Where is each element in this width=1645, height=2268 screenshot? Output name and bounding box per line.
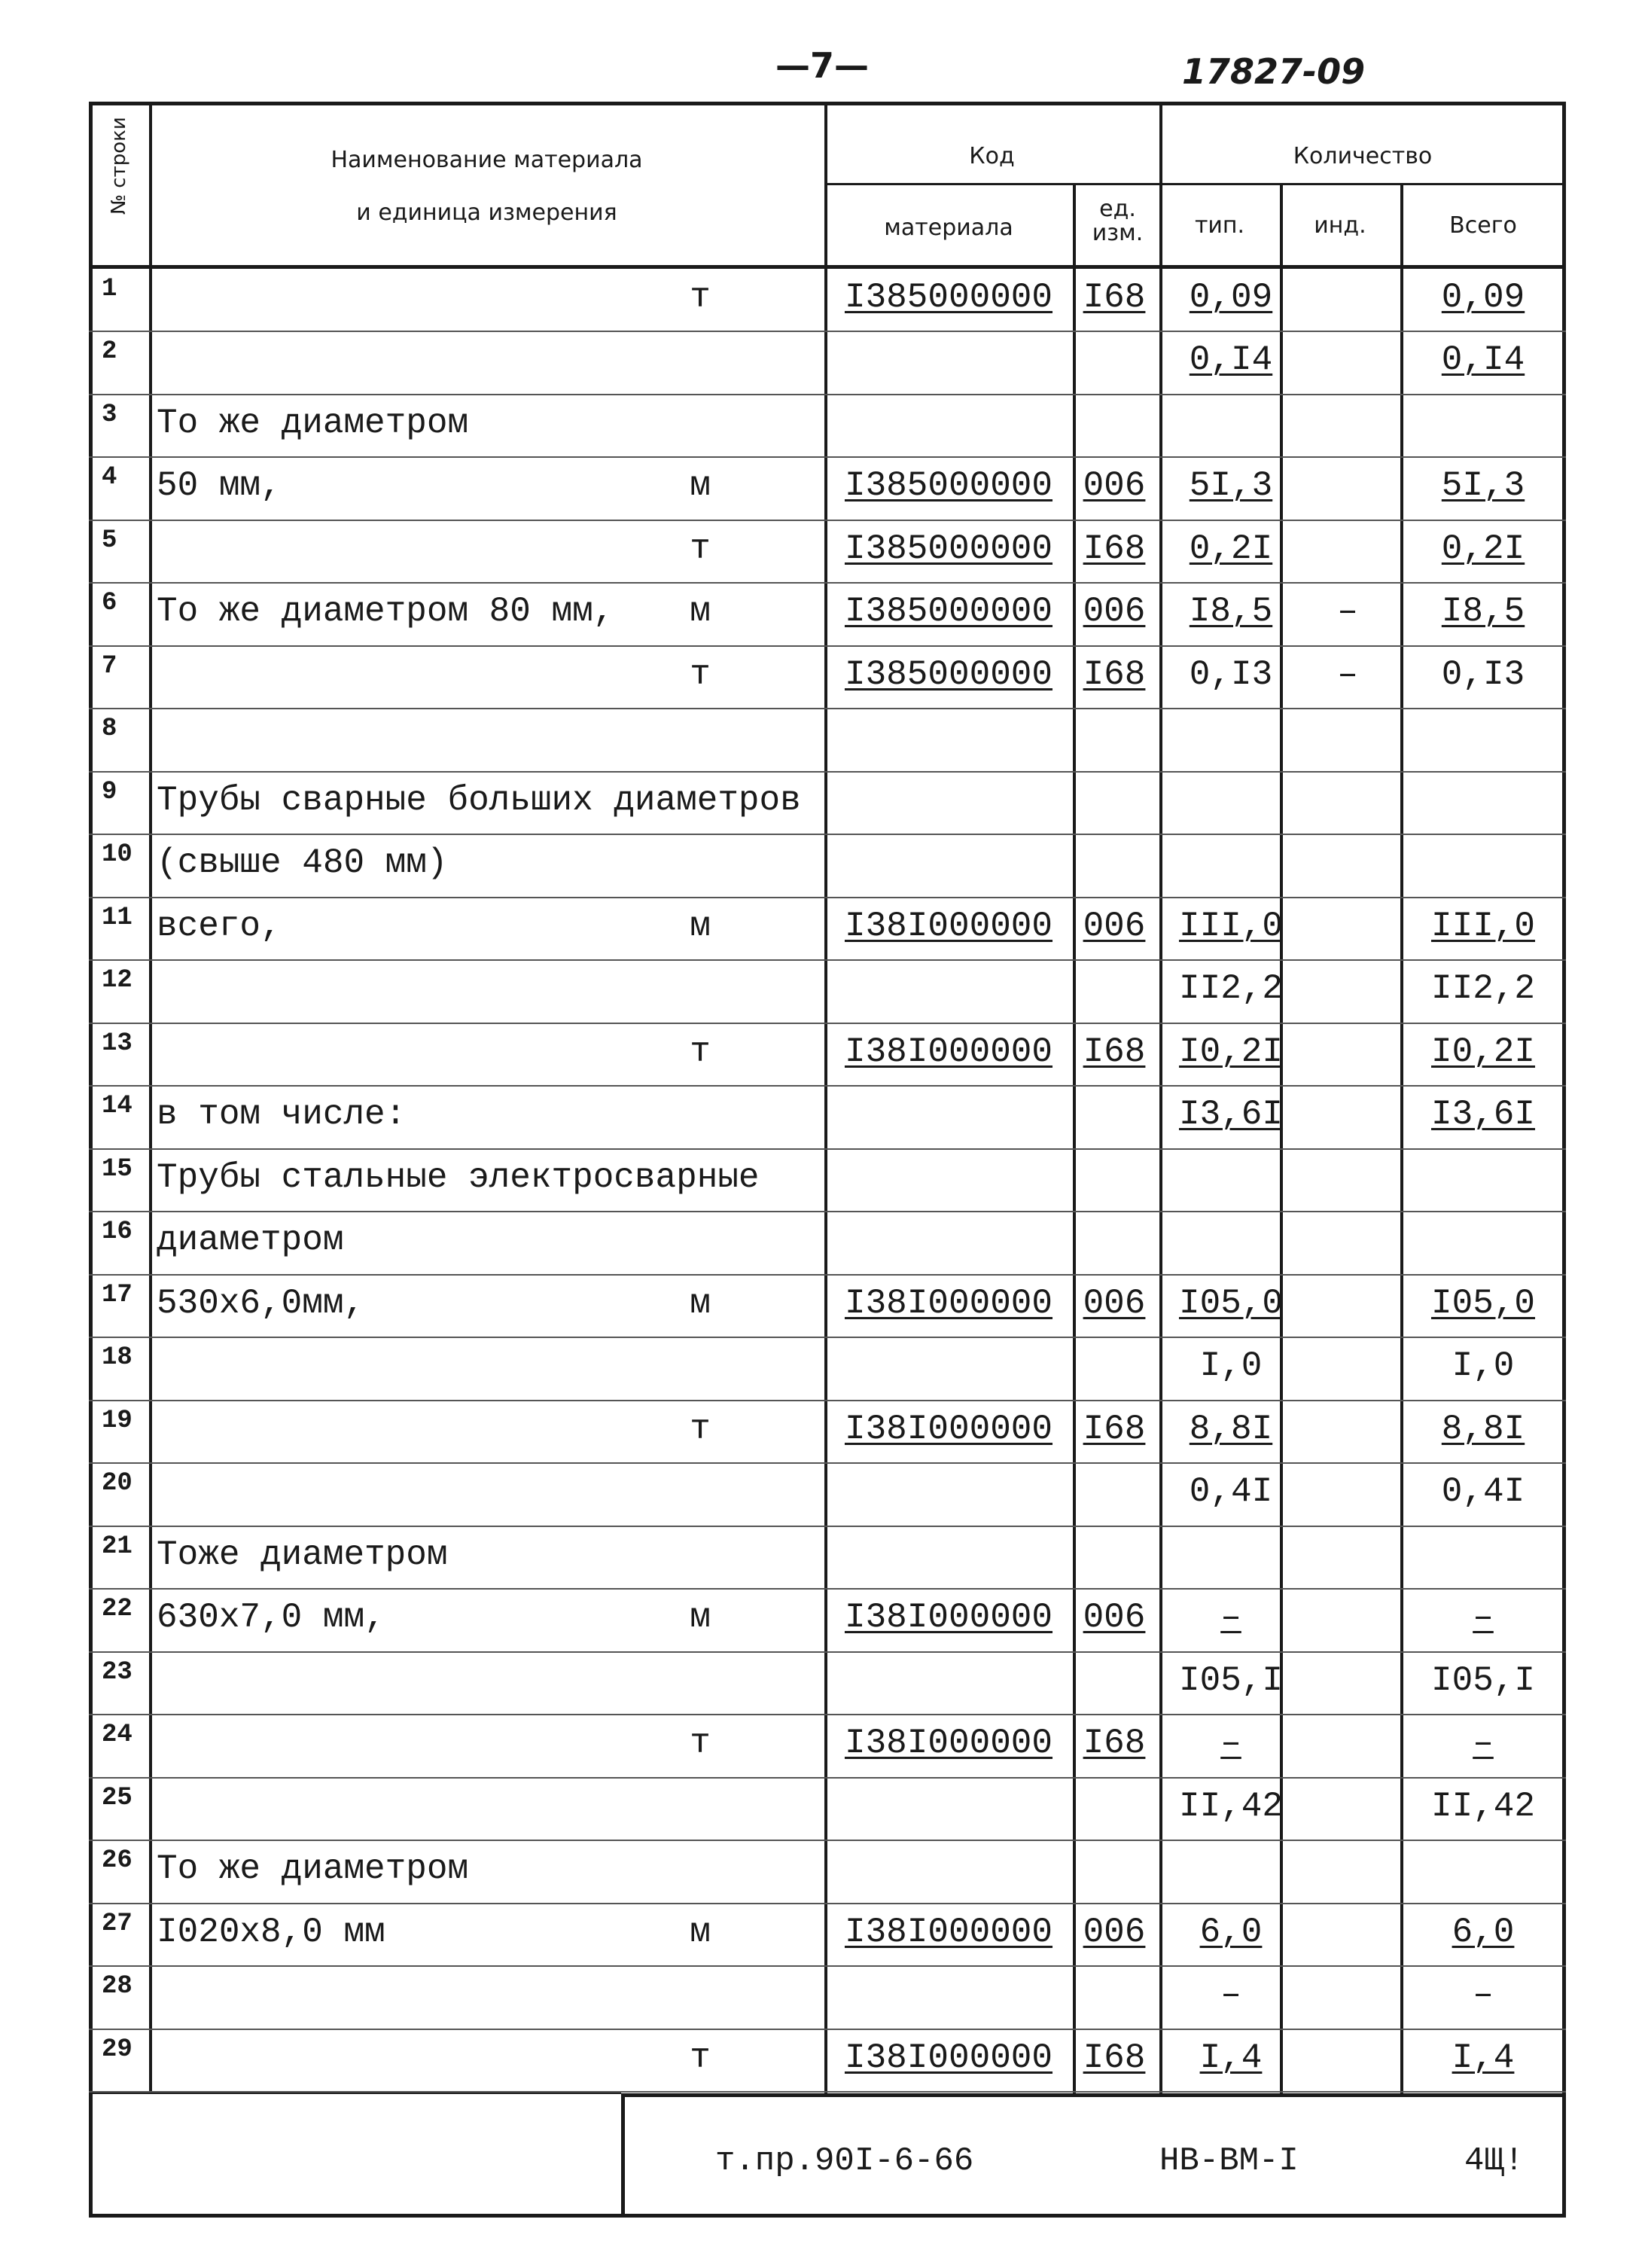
row-separator — [89, 1337, 1566, 1338]
material-code: I385000000 — [844, 529, 1053, 569]
header-qty-typ: тип. — [1194, 212, 1245, 239]
qty-total: 6,0 — [1452, 1912, 1515, 1952]
row-number: 29 — [102, 2035, 133, 2064]
row-number: 15 — [102, 1154, 133, 1184]
qty-total: 8,8I — [1441, 1409, 1525, 1449]
qty-total: I8,5 — [1441, 592, 1525, 632]
qty-typical: I,4 — [1199, 2038, 1263, 2077]
qty-typical: 0,09 — [1189, 278, 1273, 317]
row-separator — [89, 897, 1566, 898]
row-separator — [89, 1400, 1566, 1401]
material-code: I38I000000 — [844, 1912, 1053, 1952]
material-name: (свыше 480 мм) — [157, 843, 448, 883]
row-separator — [89, 771, 1566, 773]
material-code: I38I000000 — [844, 1598, 1053, 1638]
material-code: I385000000 — [844, 466, 1053, 506]
unit-code: 006 — [1083, 906, 1146, 946]
qty-typical: – — [1220, 1975, 1241, 2015]
row-separator — [89, 1651, 1566, 1653]
row-separator — [89, 2029, 1566, 2030]
qty-typical: 6,0 — [1199, 1912, 1263, 1952]
row-separator — [89, 1965, 1566, 1967]
unit-code: 006 — [1083, 466, 1146, 506]
qty-total: – — [1473, 1724, 1494, 1763]
header-qty-ind: инд. — [1314, 212, 1366, 239]
unit-code: I68 — [1083, 529, 1146, 569]
row-number: 10 — [102, 840, 133, 870]
row-number: 1 — [102, 275, 117, 303]
row-separator — [89, 959, 1566, 961]
row-separator — [89, 394, 1566, 395]
header-name-line2: и единица измерения — [356, 200, 617, 226]
row-number: 5 — [102, 526, 117, 555]
row-number: 20 — [102, 1469, 133, 1498]
row-number: 9 — [102, 777, 117, 806]
document-code: 17827-09 — [1182, 51, 1366, 92]
row-number: 27 — [102, 1909, 133, 1938]
page-number: —7— — [775, 45, 870, 86]
row-number: 3 — [102, 400, 117, 429]
row-separator — [89, 1462, 1566, 1464]
material-code: I38I000000 — [844, 1032, 1053, 1072]
material-code: I38I000000 — [844, 906, 1053, 946]
material-name: Тоже диаметром — [157, 1535, 448, 1574]
unit-label: м — [690, 466, 711, 506]
qty-total: II,42 — [1430, 1786, 1536, 1826]
material-name: То же диаметром — [157, 1849, 469, 1889]
material-name: То же диаметром — [157, 403, 469, 443]
row-separator — [89, 1588, 1566, 1590]
project-number: т.пр.90I-6-66 — [715, 2142, 974, 2180]
row-number: 11 — [102, 903, 133, 932]
row-separator — [89, 708, 1566, 709]
unit-code: I68 — [1083, 2038, 1146, 2077]
qty-typical: II2,2 — [1178, 969, 1284, 1009]
qty-total: I05,0 — [1430, 1283, 1536, 1323]
qty-total: I,0 — [1452, 1346, 1515, 1386]
row-number: 17 — [102, 1280, 133, 1309]
material-name: диаметром — [157, 1221, 344, 1261]
unit-label: м — [690, 1912, 711, 1952]
row-number: 12 — [102, 966, 133, 995]
unit-label: т — [690, 1409, 711, 1449]
unit-label: м — [690, 1283, 711, 1323]
qty-typical: I05,I — [1178, 1660, 1284, 1700]
qty-typical: 0,2I — [1189, 529, 1273, 569]
qty-typical: 0,4I — [1189, 1472, 1273, 1512]
qty-typical: 8,8I — [1189, 1409, 1273, 1449]
header-code: Код — [969, 143, 1015, 169]
unit-code: I68 — [1083, 1409, 1146, 1449]
material-code: I385000000 — [844, 654, 1053, 694]
material-code: I38I000000 — [844, 1724, 1053, 1763]
qty-typical: III,0 — [1178, 906, 1284, 946]
grid-line — [1073, 184, 1076, 2093]
qty-typical: I0,2I — [1178, 1032, 1284, 1072]
row-number: 26 — [102, 1846, 133, 1876]
material-name: I020х8,0 мм — [157, 1912, 385, 1952]
qty-typical: I05,0 — [1178, 1283, 1284, 1323]
qty-typical: I3,6I — [1178, 1095, 1284, 1135]
qty-total: – — [1473, 1598, 1494, 1638]
sheet-code: НВ-ВМ-I — [1159, 2142, 1299, 2180]
row-number: 14 — [102, 1092, 133, 1121]
row-number: 18 — [102, 1343, 133, 1373]
unit-code: I68 — [1083, 1724, 1146, 1763]
unit-label: т — [690, 1032, 711, 1072]
row-separator — [89, 1526, 1566, 1527]
row-number: 2 — [102, 337, 117, 367]
row-separator — [89, 2091, 1566, 2093]
grid-line — [1159, 102, 1162, 2093]
qty-total: I0,2I — [1430, 1032, 1536, 1072]
row-separator — [89, 1903, 1566, 1904]
header-code-material: материала — [884, 215, 1013, 241]
qty-typical: I,0 — [1199, 1346, 1263, 1386]
qty-typical: – — [1220, 1598, 1241, 1638]
unit-label: м — [690, 592, 711, 632]
header-qty-total: Всего — [1449, 212, 1517, 239]
header-row-number: № строки — [108, 117, 130, 215]
qty-typical: 5I,3 — [1189, 466, 1273, 506]
row-separator — [89, 1274, 1566, 1276]
row-separator — [89, 1211, 1566, 1212]
row-number: 22 — [102, 1595, 133, 1624]
material-code: I38I000000 — [844, 1409, 1053, 1449]
material-code: I385000000 — [844, 278, 1053, 317]
qty-total: 0,I4 — [1441, 340, 1525, 380]
qty-total: II2,2 — [1430, 969, 1536, 1009]
unit-label: т — [690, 1724, 711, 1763]
header-quantity: Количество — [1293, 143, 1433, 169]
row-separator — [89, 1714, 1566, 1715]
unit-code: I68 — [1083, 278, 1146, 317]
qty-total: 5I,3 — [1441, 466, 1525, 506]
qty-total: III,0 — [1430, 906, 1536, 946]
grid-line — [149, 102, 152, 2093]
qty-typical: – — [1220, 1724, 1241, 1763]
qty-typical: II,42 — [1178, 1786, 1284, 1826]
unit-label: м — [690, 906, 711, 946]
unit-label: т — [690, 654, 711, 694]
qty-individual: – — [1337, 592, 1358, 632]
unit-code: 006 — [1083, 1912, 1146, 1952]
qty-total: – — [1473, 1975, 1494, 2015]
material-name: Трубы стальные электросварные — [157, 1157, 760, 1197]
grid-line — [824, 102, 827, 2093]
row-separator — [89, 1023, 1566, 1024]
unit-label: т — [690, 529, 711, 569]
material-name: 50 мм, — [157, 466, 282, 506]
row-number: 19 — [102, 1406, 133, 1435]
material-code: I38I000000 — [844, 2038, 1053, 2077]
unit-code: I68 — [1083, 654, 1146, 694]
qty-typical: 0,I4 — [1189, 340, 1273, 380]
unit-code: 006 — [1083, 592, 1146, 632]
row-number: 25 — [102, 1783, 133, 1812]
material-name: в том числе: — [157, 1095, 407, 1135]
row-number: 16 — [102, 1218, 133, 1247]
row-separator — [89, 645, 1566, 647]
qty-total: 0,09 — [1441, 278, 1525, 317]
qty-total: 0,I3 — [1441, 654, 1525, 694]
row-separator — [89, 1085, 1566, 1087]
row-number: 21 — [102, 1532, 133, 1561]
unit-label: м — [690, 1598, 711, 1638]
row-number: 8 — [102, 715, 117, 744]
row-number: 4 — [102, 463, 117, 492]
qty-total: 0,2I — [1441, 529, 1525, 569]
unit-code: I68 — [1083, 1032, 1146, 1072]
qty-total: I05,I — [1430, 1660, 1536, 1700]
row-separator — [89, 456, 1566, 458]
row-separator — [89, 331, 1566, 332]
material-name: всего, — [157, 906, 282, 946]
row-number: 7 — [102, 651, 117, 681]
unit-code: 006 — [1083, 1598, 1146, 1638]
row-separator — [89, 1840, 1566, 1841]
material-name: 630х7,0 мм, — [157, 1598, 385, 1638]
row-number: 23 — [102, 1657, 133, 1687]
unit-code: 006 — [1083, 1283, 1146, 1323]
header-code-unit: ед. изм. — [1092, 196, 1144, 246]
material-name: То же диаметром 80 мм, — [157, 592, 614, 632]
row-separator — [89, 834, 1566, 835]
row-number: 13 — [102, 1029, 133, 1058]
qty-typical: I8,5 — [1189, 592, 1273, 632]
row-separator — [89, 1148, 1566, 1150]
grid-line — [1400, 184, 1403, 2093]
qty-total: I,4 — [1452, 2038, 1515, 2077]
qty-typical: 0,I3 — [1189, 654, 1273, 694]
header-name-line1: Наименование материала — [331, 147, 643, 173]
sheet-number: 4Щ! — [1464, 2142, 1525, 2180]
qty-individual: – — [1337, 654, 1358, 694]
row-separator — [89, 582, 1566, 584]
row-separator — [89, 520, 1566, 521]
row-separator — [89, 1777, 1566, 1779]
grid-line — [89, 265, 1566, 269]
material-code: I385000000 — [844, 592, 1053, 632]
material-name: Трубы сварные больших диаметров — [157, 780, 801, 820]
row-number: 24 — [102, 1721, 133, 1750]
unit-label: т — [690, 2038, 711, 2077]
material-code: I38I000000 — [844, 1283, 1053, 1323]
grid-line — [824, 183, 1566, 185]
unit-label: т — [690, 278, 711, 317]
row-number: 6 — [102, 589, 117, 618]
row-number: 28 — [102, 1972, 133, 2001]
qty-total: 0,4I — [1441, 1472, 1525, 1512]
material-name: 530х6,0мм, — [157, 1283, 365, 1323]
qty-total: I3,6I — [1430, 1095, 1536, 1135]
